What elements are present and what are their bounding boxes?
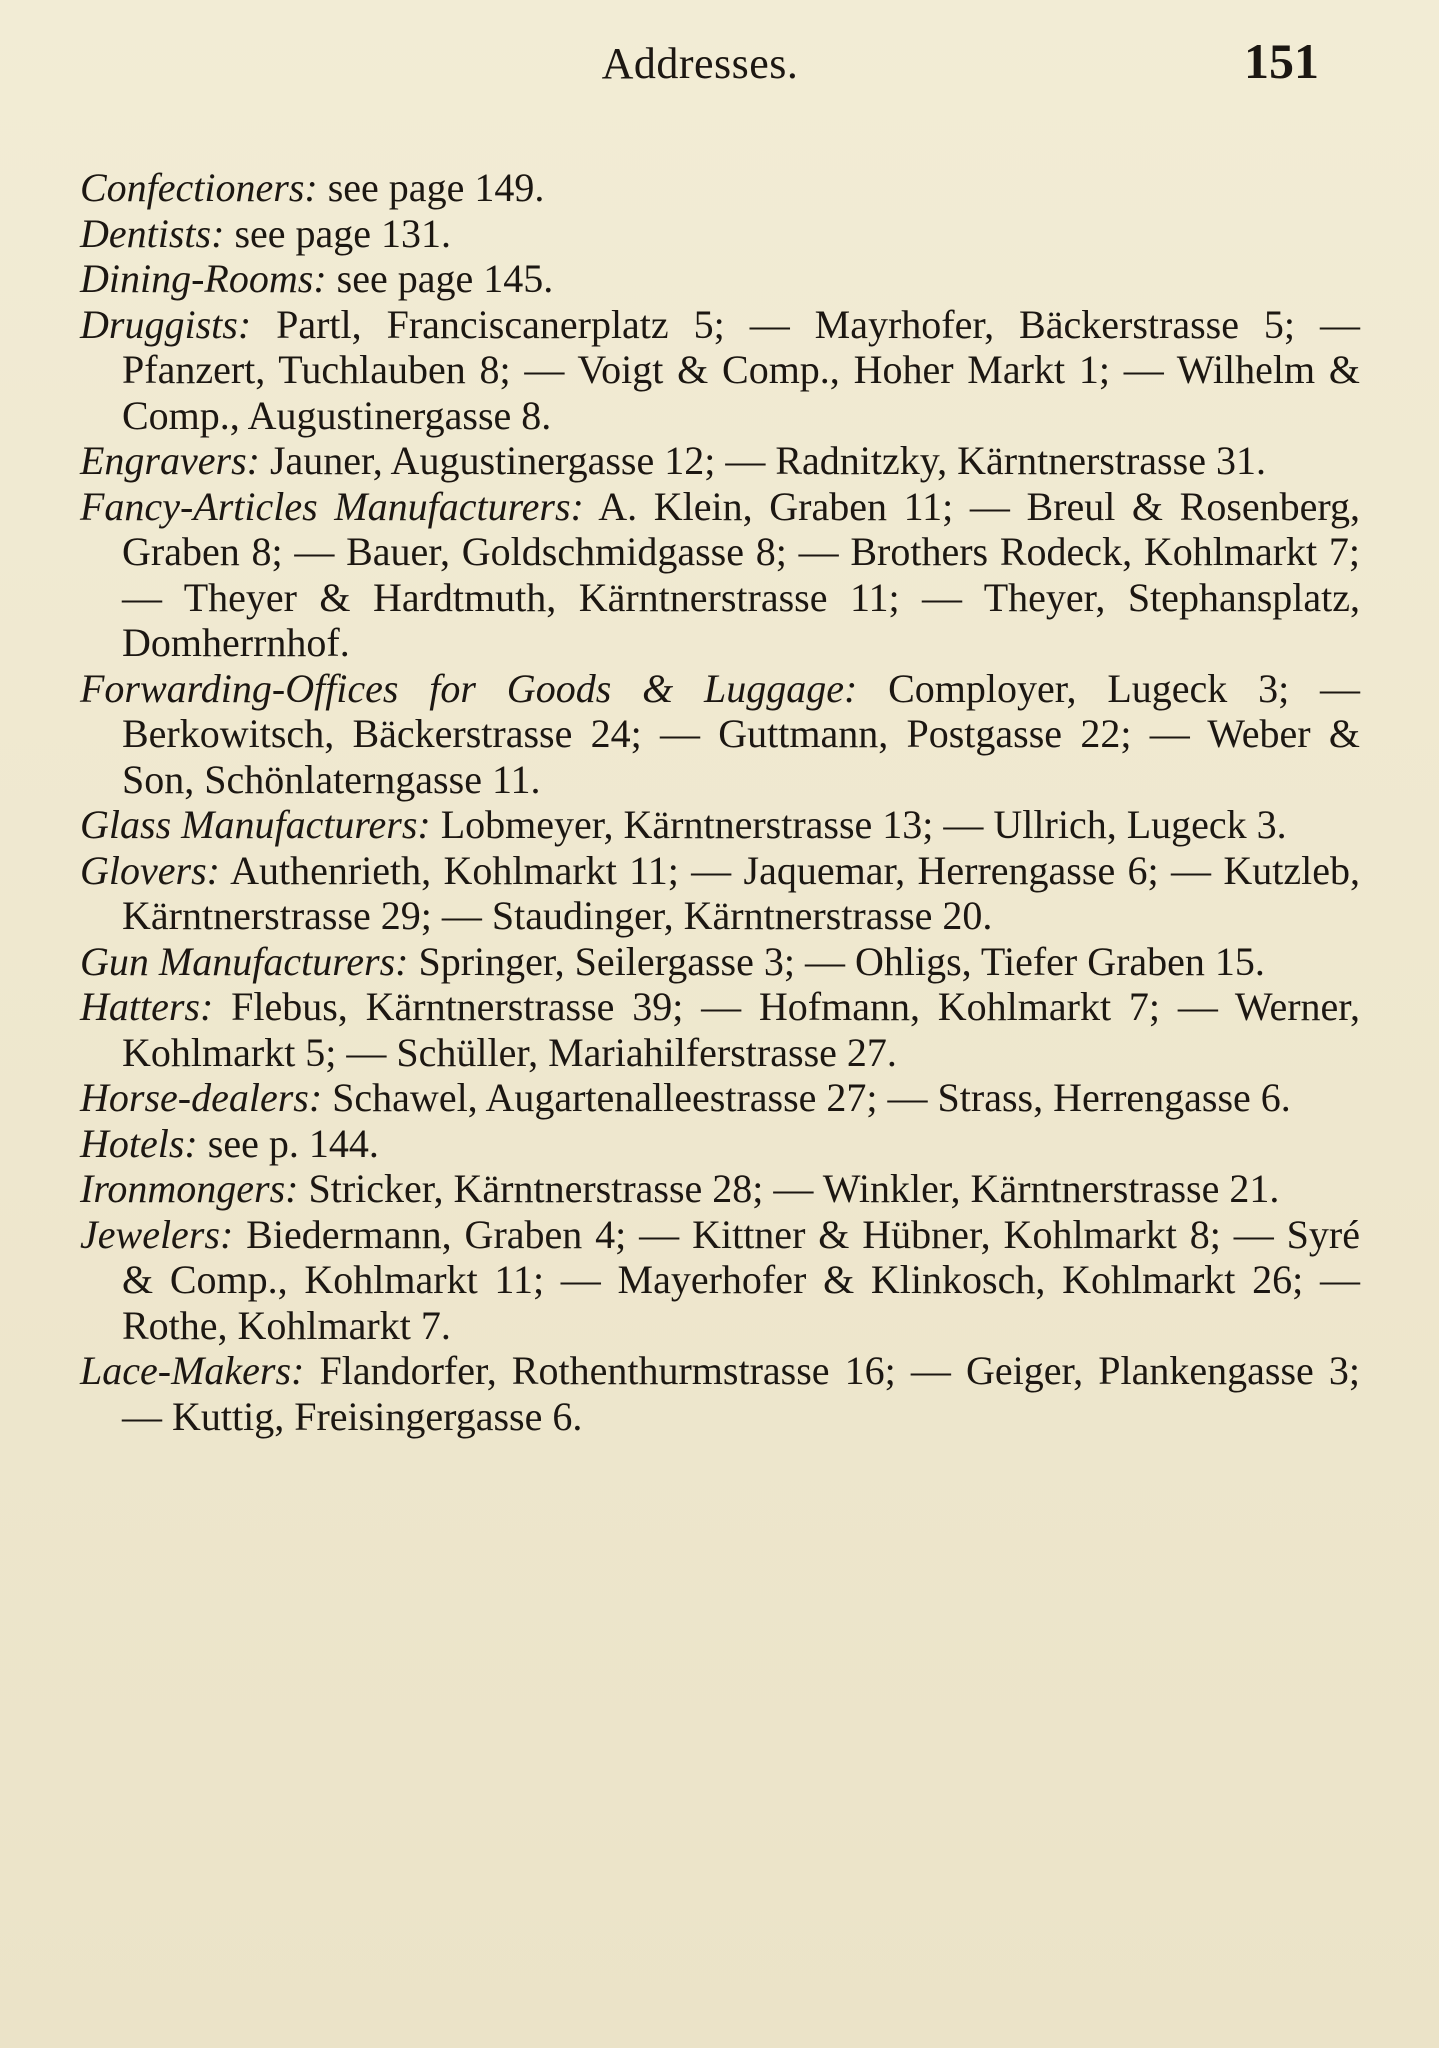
entry-text: see page 145.	[326, 256, 554, 301]
entry-engravers	[80, 438, 1360, 484]
entry-text: see page 149.	[317, 165, 545, 210]
entry-category: Glovers:	[80, 847, 220, 893]
entry-text: Schawel, Augartenalleestrasse 27; — Strass, Herrengasse 6.	[322, 1075, 1291, 1120]
entry-glovers	[80, 848, 1360, 939]
entry-category: Ironmongers:	[80, 1166, 299, 1211]
entry-category: Glass Manufacturers:	[80, 802, 431, 847]
entry-text: Lobmeyer, Kärntnerstrasse 13; — Ullrich, Lugeck 3.	[430, 802, 1287, 847]
entry-text: Flebus, Kärntnerstrasse 39; — Hofmann, Kohlmarkt 7; — Werner, Kohlmarkt 5; — Schüller, Mariahilferstrasse 27.	[122, 984, 1360, 1075]
entry-text: Flandorfer, Rothenthurmstrasse 16; — Geiger, Plankengasse 3; — Kuttig, Freisingergasse 6.	[122, 1348, 1360, 1439]
entry-category: Druggists:	[80, 301, 252, 347]
entry-category: Jewelers:	[80, 1211, 234, 1257]
entry-text: Comployer, Lugeck 3; — Berkowitsch, Bäckerstrasse 24; — Guttmann, Postgasse 22; — Weber & Son, Schönlaterngasse 11.	[122, 665, 1360, 802]
entry-category: Gun Manufacturers:	[80, 938, 409, 984]
entry-category: Fancy-Articles Manufacturers:	[80, 483, 584, 529]
entry-text: Springer, Seilergasse 3; — Ohligs, Tiefer Graben 15.	[408, 938, 1265, 984]
entry-fancy-articles	[80, 484, 1360, 666]
entry-category: Confectioners:	[80, 165, 318, 210]
address-list	[80, 165, 1360, 1439]
entry-gun-manufacturers	[80, 939, 1360, 985]
page-number: 151	[1244, 33, 1319, 89]
entry-text: Authenrieth, Kohlmarkt 11; — Jaquemar, Herrengasse 6; — Kutzleb, Kärntnerstrasse 29; — Staudinger, Kärntnerstrasse 20.	[122, 847, 1360, 938]
entry-text: see page 131.	[224, 210, 452, 256]
entry-horse-dealers	[80, 1075, 1360, 1121]
entry-hotels	[80, 1121, 1360, 1167]
entry-category: Forwarding-Offices for Goods & Luggage:	[80, 665, 858, 711]
entry-text: Biedermann, Graben 4; — Kittner & Hübner, Kohlmarkt 8; — Syré & Comp., Kohlmarkt 11; — Mayerhofer & Klinkosch, Kohlmarkt 26; — Rothe, Kohlmarkt 7.	[122, 1211, 1360, 1348]
entry-ironmongers	[80, 1166, 1360, 1212]
entry-category: Hotels:	[80, 1120, 198, 1166]
running-title: Addresses.	[601, 39, 799, 88]
entry-category: Dining-Rooms:	[80, 256, 327, 301]
page-header	[0, 33, 1439, 108]
entry-category: Horse-dealers:	[80, 1075, 323, 1120]
entry-category: Lace-Makers:	[80, 1348, 305, 1393]
entry-druggists	[80, 302, 1360, 439]
entry-hatters	[80, 984, 1360, 1075]
entry-dentists	[80, 211, 1360, 257]
entry-category: Engravers:	[80, 438, 260, 483]
entry-confectioners	[80, 165, 1360, 211]
entry-text: A. Klein, Graben 11; — Breul & Rosenberg, Graben 8; — Bauer, Goldschmidgasse 8; — Brothers Rodeck, Kohlmarkt 7; — Theyer & Hardtmuth, Kärntnerstrasse 11; — Theyer, Stephansplatz, Domherrnhof.	[122, 483, 1361, 665]
entry-jewelers	[80, 1212, 1360, 1349]
entry-dining-rooms	[80, 256, 1360, 302]
entry-category: Dentists:	[80, 210, 225, 256]
entry-lace-makers	[80, 1348, 1360, 1439]
entry-forwarding-offices	[80, 666, 1360, 803]
entry-text: Partl, Franciscanerplatz 5; — Mayrhofer, Bäckerstrasse 5; — Pfanzert, Tuchlauben 8; — Voigt & Comp., Hoher Markt 1; — Wilhelm & Comp., Augustinergasse 8.	[122, 301, 1360, 438]
entry-glass-manufacturers	[80, 802, 1360, 848]
entry-category: Hatters:	[80, 984, 214, 1029]
entry-text: see p. 144.	[197, 1120, 379, 1166]
entry-text: Jauner, Augustinergasse 12; — Radnitzky, Kärntnerstrasse 31.	[259, 438, 1266, 483]
entry-text: Stricker, Kärntnerstrasse 28; — Winkler, Kärntnerstrasse 21.	[298, 1166, 1280, 1211]
